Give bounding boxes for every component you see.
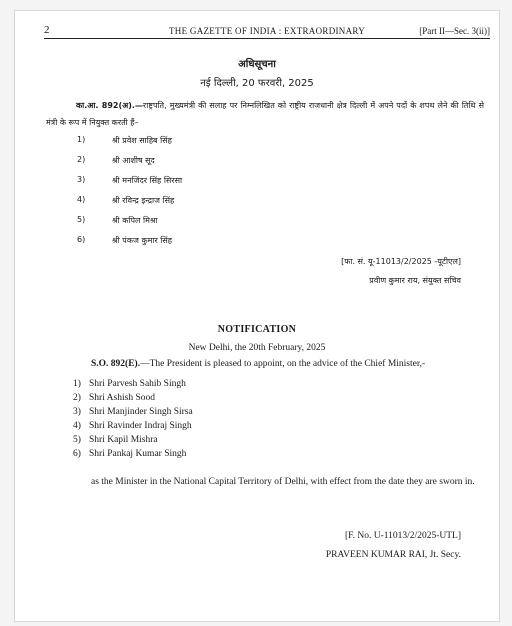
english-file-number: [F. No. U-11013/2/2025-UTL]: [344, 531, 461, 541]
gazette-page: [14, 10, 500, 622]
hindi-paragraph-text: राष्ट्रपति, मुख्यमंत्री की सलाह पर निम्नलिखित को राष्ट्रीय राजधानी क्षेत्र दिल्ली में अपने पदों के शपथ लेने की तिथि से मंत्री के रूप में नियुक्त करती हैं–: [46, 101, 484, 127]
english-paragraph-text: —The President is pleased to appoint, on the advice of the Chief Minister,-: [140, 359, 426, 369]
english-so-number: S.O. 892(E).: [91, 359, 141, 369]
hindi-notification-title: अधिसूचना: [238, 59, 276, 70]
list-item-name: श्री मनजिंदर सिंह सिरसा: [112, 176, 183, 185]
list-item-name: श्री रविन्द्र इन्द्राज सिंह: [112, 196, 175, 205]
page-header: [44, 25, 490, 39]
section-label: [Part II—Sec. 3(ii)]: [419, 26, 490, 36]
list-item-number: 6): [73, 449, 81, 459]
list-item-number: 1): [73, 379, 81, 389]
list-item-number: 6): [77, 235, 86, 244]
hindi-paragraph: [46, 97, 484, 131]
list-item-number: 5): [73, 435, 81, 445]
list-item-name: श्री कपिल मिश्रा: [112, 216, 158, 225]
list-item-name: श्री प्रवेश साहिब सिंह: [112, 136, 172, 145]
hindi-file-number: [फा. सं. यू-11013/2/2025 -यूटीएल]: [341, 257, 461, 266]
list-item-name: Shri Ravinder Indraj Singh: [89, 421, 192, 431]
english-signatory: PRAVEEN KUMAR RAI, Jt. Secy.: [325, 550, 461, 560]
list-item-name: Shri Manjinder Singh Sirsa: [89, 407, 193, 417]
english-paragraph: [91, 359, 425, 369]
list-item-number: 1): [77, 135, 86, 144]
list-item-name: श्री पंकज कुमार सिंह: [112, 236, 172, 245]
list-item-name: Shri Pankaj Kumar Singh: [89, 449, 187, 459]
list-item-name: Shri Kapil Mishra: [89, 435, 158, 445]
list-item-number: 2): [73, 393, 81, 403]
list-item-number: 4): [77, 195, 86, 204]
list-item-name: Shri Ashish Sood: [89, 393, 155, 403]
english-notification-title: NOTIFICATION: [217, 324, 297, 335]
gazette-title: THE GAZETTE OF INDIA : EXTRAORDINARY: [168, 26, 366, 36]
list-item-number: 5): [77, 215, 86, 224]
page-number: 2: [44, 24, 50, 36]
list-item-number: 4): [73, 421, 81, 431]
list-item-number: 2): [77, 155, 86, 164]
hindi-signatory: प्रवीण कुमार राय, संयुक्त सचिव: [369, 276, 461, 285]
list-item-name: श्री आशीष सूद: [112, 156, 155, 165]
english-date: New Delhi, the 20th February, 2025: [188, 343, 326, 353]
hindi-so-number: का.आ. 892(अ).—: [76, 101, 143, 110]
list-item-number: 3): [73, 407, 81, 417]
list-item-name: Shri Parvesh Sahib Singh: [89, 379, 186, 389]
english-body-text: as the Minister in the National Capital Territory of Delhi, with effect from the date they are sworn in.: [91, 477, 475, 487]
list-item-number: 3): [77, 175, 86, 184]
hindi-date: नई दिल्ली, 20 फरवरी, 2025: [200, 78, 314, 89]
